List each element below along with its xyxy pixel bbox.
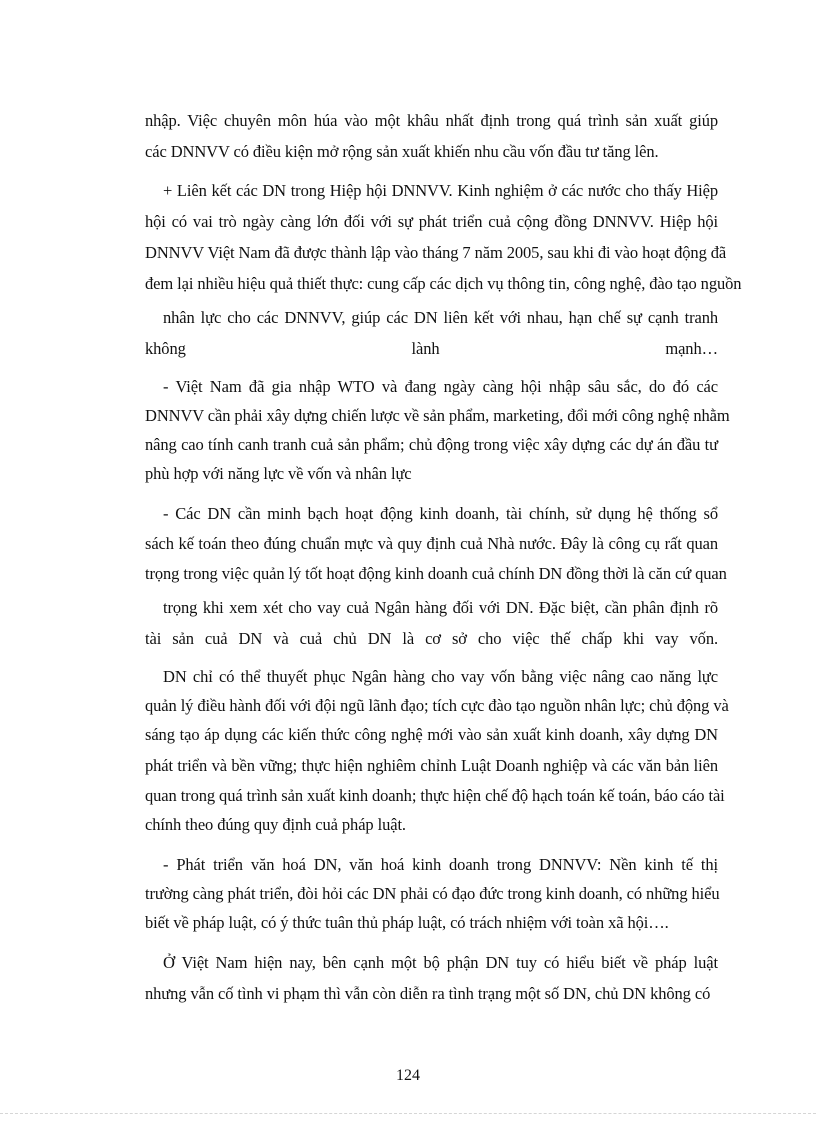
body-line: trường càng phát triển, đòi hỏi các DN phải có đạo đức trong kinh doanh, có những hiểu	[145, 884, 720, 903]
body-line: quản lý điều hành đối với đội ngũ lãnh đạo; tích cực đào tạo nguồn nhân lực; chủ động và	[145, 696, 729, 715]
body-line: trọng trong việc quản lý tốt hoạt động kinh doanh cuả chính DN đồng thời là căn cứ quan	[145, 564, 727, 583]
body-line: sáng tạo áp dụng các kiến thức công nghệ mới vào sản xuất kinh doanh, xây dựng DN	[145, 725, 718, 744]
body-line: nhân lực cho các DNNVV, giúp các DN liên kết với nhau, hạn chế sự cạnh tranh	[163, 308, 718, 327]
body-line: DNNVV Việt Nam đã được thành lập vào tháng 7 năm 2005, sau khi đi vào hoạt động đã	[145, 243, 727, 262]
body-line: các DNNVV có điều kiện mở rộng sản xuất khiến nhu cầu vốn đầu tư tăng lên.	[145, 142, 659, 161]
body-line: - Các DN cần minh bạch hoạt động kinh doanh, tài chính, sử dụng hệ thống sổ	[163, 504, 718, 523]
body-line: phù hợp với năng lực về vốn và nhân lực	[145, 464, 412, 483]
body-line: chính theo đúng quy định cuả pháp luật.	[145, 815, 406, 834]
body-line: + Liên kết các DN trong Hiệp hội DNNVV. Kinh nghiệm ở các nước cho thấy Hiệp	[163, 181, 718, 200]
body-line: - Việt Nam đã gia nhập WTO và đang ngày càng hội nhập sâu sắc, do đó các	[163, 377, 718, 396]
body-line: Ở Việt Nam hiện nay, bên cạnh một bộ phận DN tuy có hiểu biết về pháp luật	[163, 953, 718, 972]
body-line: DN chỉ có thể thuyết phục Ngân hàng cho vay vốn bằng việc nâng cao năng lực	[163, 667, 718, 686]
body-line: đem lại nhiều hiệu quả thiết thực: cung cấp các dịch vụ thông tin, công nghệ, đào tạo nguồn	[145, 274, 742, 293]
body-line: sách kế toán theo đúng chuẩn mực và quy định cuả Nhà nước. Đây là công cụ rất quan	[145, 534, 718, 553]
body-line: nhập. Việc chuyên môn húa vào một khâu nhất định trong quá trình sản xuất giúp	[145, 111, 718, 130]
body-line: không lành mạnh…	[145, 339, 718, 358]
body-line: nâng cao tính canh tranh cuả sản phẩm; chủ động trong việc xây dựng các dự án đầu tư	[145, 435, 718, 454]
body-line: phát triển và bền vững; thực hiện nghiêm chỉnh Luật Doanh nghiệp và các văn bản liên	[145, 756, 718, 775]
body-line: trọng khi xem xét cho vay cuả Ngân hàng đối với DN. Đặc biệt, cần phân định rõ	[163, 598, 718, 617]
body-line: DNNVV cần phải xây dựng chiến lược về sản phẩm, marketing, đổi mới công nghệ nhằm	[145, 406, 730, 425]
page-bottom-divider	[0, 1113, 816, 1114]
page-number: 124	[396, 1067, 420, 1084]
body-line: - Phát triển văn hoá DN, văn hoá kinh doanh trong DNNVV: Nền kinh tế thị	[163, 855, 718, 874]
body-line: biết về pháp luật, có ý thức tuân thủ pháp luật, có trách nhiệm với toàn xã hội….	[145, 913, 669, 932]
body-line: nhưng vẫn cố tình vi phạm thì vẫn còn diễn ra tình trạng một số DN, chủ DN không có	[145, 984, 711, 1003]
body-line: tài sản cuả DN và cuả chủ DN là cơ sở cho việc thế chấp khi vay vốn.	[145, 629, 718, 648]
body-line: quan trong quá trình sản xuất kinh doanh; thực hiện chế độ hạch toán kế toán, báo cáo tài	[145, 786, 725, 805]
body-line: hội có vai trò ngày càng lớn đối với sự phát triển cuả cộng đồng DNNVV. Hiệp hội	[145, 212, 718, 231]
